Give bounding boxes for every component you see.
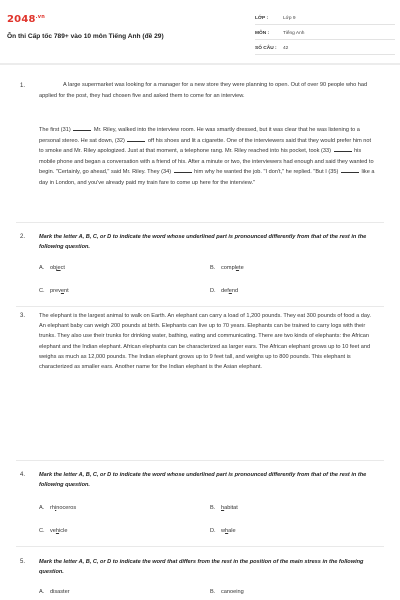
meta-row-class	[255, 13, 395, 25]
question-number: 2.	[20, 234, 26, 240]
meta-key: MÔN :	[255, 31, 270, 36]
question-title: Mark the letter A, B, C, or D to indicate the word whose underlined part is pronounced differently from that of the rest in the following question.	[39, 472, 367, 488]
option-text: icle	[59, 528, 68, 534]
option-text: nd	[231, 288, 239, 294]
option-a[interactable]	[39, 265, 65, 271]
option-underlined: h	[55, 528, 60, 534]
option-a[interactable]	[39, 505, 76, 511]
option-text: disaster	[50, 589, 70, 595]
passage	[39, 125, 375, 188]
option-letter: C.	[39, 288, 45, 294]
document-title: Ôn thi Cấp tốc 789+ vào 10 môn Tiếng Anh (đề 29)	[7, 33, 164, 40]
option-text: te	[239, 265, 244, 271]
passage-segment: like a day in London, and you've already paid my train fare to come up here for the interview."	[39, 169, 375, 186]
logo-text: 2048	[7, 14, 36, 25]
option-text: ob	[50, 265, 57, 271]
question-number: 3.	[20, 313, 26, 319]
option-b[interactable]	[210, 265, 244, 271]
blank-33	[334, 146, 352, 152]
option-underlined: h	[221, 505, 225, 511]
blank-31	[73, 125, 91, 131]
option-c[interactable]	[39, 528, 67, 534]
option-underlined: e	[228, 288, 232, 294]
question-number: 5.	[20, 559, 26, 565]
header-divider	[0, 63, 400, 65]
option-text: abitat	[224, 505, 238, 511]
meta-value: Tiếng Anh	[283, 31, 305, 36]
option-b[interactable]	[210, 589, 244, 595]
question-divider	[16, 546, 384, 547]
option-letter: C.	[39, 528, 45, 534]
option-b[interactable]	[210, 505, 238, 511]
option-letter: B.	[210, 505, 216, 511]
option-text: ale	[228, 528, 236, 534]
option-underlined: i	[54, 505, 57, 511]
option-text: rh	[50, 505, 55, 511]
option-a[interactable]	[39, 589, 70, 595]
option-letter: A.	[39, 505, 45, 511]
question-passage: The elephant is the largest animal to walk on Earth. An elephant can carry a load of 1,200 pounds. They eat 300 pounds of food a day. An elephant baby can weigh 200 pounds at birth. Elephants can live up to 70 years. Elephants can be trained to carry logs with their trunks. They also use their trunks for drinking water, bathing, eating and communicating. There are two kinds of elephants: the African elephant and the Indian elephant. African elephants can be characterized as larger ears. The African elephant grows up to 10 feet and weighs as much as 12,000 pounds. The Indian elephant grows up to 9 feet tall, and weighs up to 800 pounds. This elephant is characterized as smaller ears. Another name for the Indian elephant is the Asian elephant.	[39, 313, 371, 371]
blank-35	[341, 167, 359, 173]
option-d[interactable]	[210, 288, 238, 294]
question-number: 1.	[20, 83, 26, 89]
page-header	[0, 0, 400, 62]
option-text: canoeing	[221, 589, 244, 595]
question-title: Mark the letter A, B, C, or D to indicate the word whose underlined part is pronounced differently from that of the rest in the following question.	[39, 234, 367, 250]
blank-32	[127, 136, 145, 142]
question-divider	[16, 460, 384, 461]
option-text: noceros	[56, 505, 77, 511]
option-letter: B.	[210, 589, 216, 595]
question-divider	[16, 222, 384, 223]
passage-segment: Mr. Riley, walked into the interview room. He was smartly dressed, but it was clear that he was listening to a personal stereo. He sat down, (32)	[39, 127, 360, 144]
option-text: w	[221, 528, 226, 534]
logo-suffix: .vn	[35, 14, 45, 20]
meta-row-subject	[255, 28, 395, 40]
question-number: 4.	[20, 472, 26, 478]
question-divider	[16, 306, 384, 307]
option-d[interactable]	[210, 528, 236, 534]
option-underlined: e	[235, 265, 240, 271]
question-title: Mark the letter A, B, C, or D to indicate the word that differs from the rest in the position of the main stress in the following question.	[39, 559, 364, 575]
option-underlined: je	[56, 265, 61, 271]
option-text: compl	[221, 265, 236, 271]
option-letter: B.	[210, 265, 216, 271]
option-letter: D.	[210, 288, 216, 294]
option-letter: A.	[39, 589, 45, 595]
passage-segment: him why he wanted the job. "I don't," he replied. "But I (35)	[192, 169, 340, 175]
meta-key: SỐ CÂU :	[255, 46, 277, 51]
option-underlined: h	[225, 528, 229, 534]
option-text: nt	[64, 288, 69, 294]
option-text: ct	[60, 265, 65, 271]
option-letter: D.	[210, 528, 216, 534]
passage-segment: his mobile phone and began a conversation with a friend of his. After a minute or two, the interviewers had enough and said they wanted to begin. "Certainly, go ahead," said Mr. Riley. They (34)	[39, 148, 374, 175]
blank-34	[174, 167, 192, 173]
passage-segment: The first (31)	[39, 127, 73, 133]
meta-row-count	[255, 43, 395, 55]
meta-value: Lớp 9	[283, 16, 296, 21]
brand-logo[interactable]	[7, 14, 45, 25]
passage-segment: off his shoes and lit a cigarette. One of the interviewers said that they would prefer him not to smoke and Mr. Riley apologized. Just at that moment, a telephone rang. Mr. Riley reached into his pocket, took (33)	[39, 137, 372, 154]
option-underlined: e	[60, 288, 65, 294]
question-intro: A large supermarket was looking for a manager for a new store they were planning to open. Out of over 90 people who had applied for the post, they had chosen five and asked them to come for an interview.	[39, 82, 368, 99]
option-c[interactable]	[39, 288, 69, 294]
option-letter: A.	[39, 265, 45, 271]
meta-value: 42	[283, 46, 289, 51]
option-text: prev	[50, 288, 61, 294]
option-text: ve	[50, 528, 56, 534]
meta-key: LỚP :	[255, 16, 269, 21]
option-text: def	[221, 288, 229, 294]
